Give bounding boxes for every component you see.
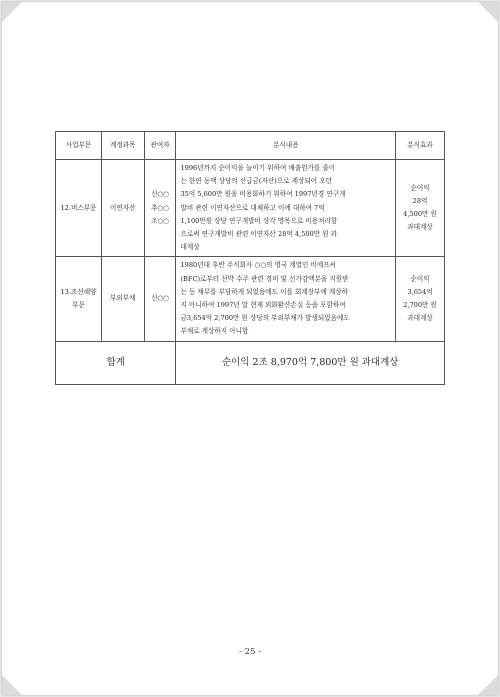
header-effect: 분식효과 (396, 132, 445, 160)
table-row (56, 257, 445, 341)
page-number: - 25 - (239, 647, 261, 657)
content-line: 으로써 연구개발비 관련 이연자산 28억 4,500만 원 과 (180, 230, 338, 239)
page-corner-top-right (478, 2, 498, 22)
person-name: 조○○ (151, 216, 169, 225)
person-name: 신○○ (151, 294, 169, 303)
header-account: 계정과목 (101, 132, 144, 160)
accounting-fraud-table (55, 131, 445, 385)
person-name: 추○○ (151, 203, 169, 212)
table-row (56, 160, 445, 257)
effect-line: 2,700만 원 (403, 301, 437, 310)
account-cell: 부외부채 (101, 257, 144, 341)
content-line: 1980년대 후반 주식회사 ○○의 영국 계열인 비에프씨 (180, 261, 336, 270)
division-cell: 12.버스부문 (56, 160, 102, 257)
page-corner-top-left (2, 2, 22, 22)
page-corner-bottom-left (2, 675, 22, 695)
person-name: 신○○ (151, 190, 169, 199)
division-line: 13.조선해양 (60, 287, 97, 296)
effect-line: 3,654억 (407, 287, 433, 296)
content-line: 금3,654억 2,700만 원 상당의 부외부채가 발생되었음에도 (180, 314, 350, 323)
effect-line: 과대계상 (407, 314, 433, 323)
content-line: 대계상 (180, 243, 200, 252)
header-content: 분식내용 (176, 132, 396, 160)
total-row (56, 341, 445, 384)
effect-line: 순이익 (410, 183, 430, 192)
effect-cell (396, 257, 445, 341)
effect-cell (396, 160, 445, 257)
account-cell: 이연자산 (101, 160, 144, 257)
effect-line: 28억 (412, 197, 428, 205)
content-line: 부채로 계상하지 아니함 (180, 327, 249, 336)
content-line: 지 아니하여 1997년 말 현재 외화환산손실 등을 포함하여 (180, 301, 346, 310)
content-line: 1996년까지 순이익을 늘이기 위하여 매출원가를 줄이 (180, 164, 336, 172)
content-line: 35억 5,600만 원을 비용화하기 위하여 1997년경 연구개 (180, 190, 346, 199)
persons-cell (144, 160, 176, 257)
total-value: 순이익 2조 8,970억 7,800만 원 과대계상 (176, 341, 445, 384)
header-division: 사업부문 (56, 132, 102, 160)
content-line: (BFC)로부터 선박 수주 관련 경비 및 선가감액분을 지원받 (180, 274, 349, 283)
content-line: 는 한편 동액 상당의 선급금(자산)으로 계상되어 오던 (180, 177, 332, 186)
content-cell (176, 160, 396, 257)
header-persons: 관여자 (144, 132, 176, 160)
content-line: 는 등 채무를 부담하게 되었음에도 이를 회계장부에 계상하 (180, 287, 348, 296)
content-line: 1,100만원 상당 연구개발비 상각 명목으로 비용처리함 (180, 216, 338, 225)
persons-cell (144, 257, 176, 341)
effect-line: 순이익 (410, 274, 430, 283)
division-cell (56, 257, 102, 341)
effect-line: 4,500만 원 (403, 210, 437, 219)
table-header-row (56, 132, 445, 160)
content-cell (176, 257, 396, 341)
effect-line: 과대계상 (407, 223, 433, 232)
content-line: 발비 관련 이연자산으로 대체하고 이에 대하여 7억 (180, 203, 325, 212)
division-line: 부문 (72, 301, 85, 310)
page-corner-bottom-right (478, 675, 498, 695)
total-label: 합계 (56, 341, 176, 384)
